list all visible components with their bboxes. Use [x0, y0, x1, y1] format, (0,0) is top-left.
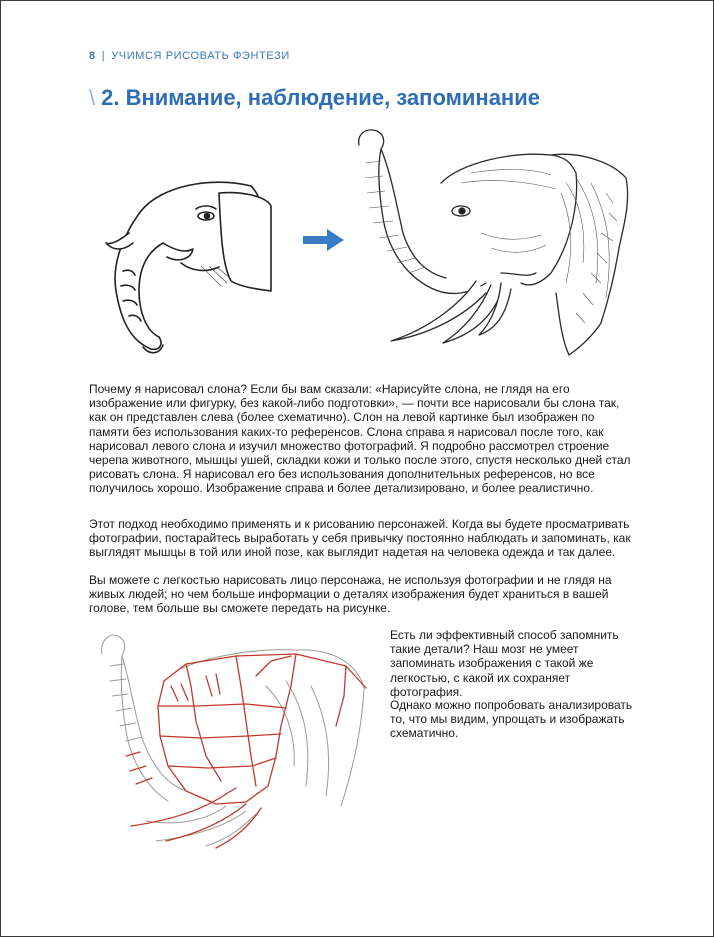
arrow-right-icon: [301, 227, 346, 253]
running-header: [89, 50, 290, 62]
page-number: 8: [89, 50, 96, 62]
detailed-elephant-illustration: [351, 123, 636, 363]
paragraph-1: Почему я нарисовал слона? Если бы вам сказали: «Нарисуйте слона, не глядя на его изображение или фигурку, без какой-либо подготовки», — почти все нарисовали бы слона так, как он представлен слева (более схематично). Слон на левой картинке был изображен по памяти без использования каких-то референсов. Слона справа я нарисовал после того, как нарисовал левого слона и изучил множество фотографий. Я подробно рассмотрел строение черепа животного, мышцы ушей, складки кожи и только после этого, спустя несколько дней стал рисовать слона. Я нарисовал его без использования дополнительных референсов, но все получилось хорошо. Изображение справа и более детализировано, и более реалистично.: [89, 382, 631, 496]
paragraph-2: Этот подход необходимо применять и к рисованию персонажей. Когда вы будете просматривать фотографии, постарайтесь выработать у себя привычку постоянно наблюдать и запоминать, как выглядят мышцы в той или иной позе, как выглядит надетая на человека одежда и так далее.: [89, 517, 631, 560]
side-paragraph-1: Есть ли эффективный способ запомнить такие детали? Наш мозг не умеет запоминать изображения с такой же легкостью, с какой их сохраняет фотография.: [390, 628, 619, 699]
side-paragraph-2: Однако можно попробовать анализировать то, что мы видим, упрощать и изображать схематично.: [390, 698, 633, 741]
heading-slash-mark: \: [89, 85, 96, 110]
header-separator: |: [101, 50, 106, 62]
construction-elephant-illustration: [96, 626, 371, 856]
schematic-elephant-illustration: [101, 171, 301, 371]
paragraph-3: Вы можете с легкостью нарисовать лицо персонажа, не используя фотографии и не глядя на живых людей; но чем больше информации о деталях изображения будет храниться в вашей голове, тем больше вы сможете передать на рисунке.: [89, 573, 612, 616]
book-title: УЧИМСЯ РИСОВАТЬ ФЭНТЕЗИ: [111, 50, 290, 62]
section-title: 2. Внимание, наблюдение, запоминание: [101, 85, 540, 110]
section-heading: [89, 85, 540, 111]
